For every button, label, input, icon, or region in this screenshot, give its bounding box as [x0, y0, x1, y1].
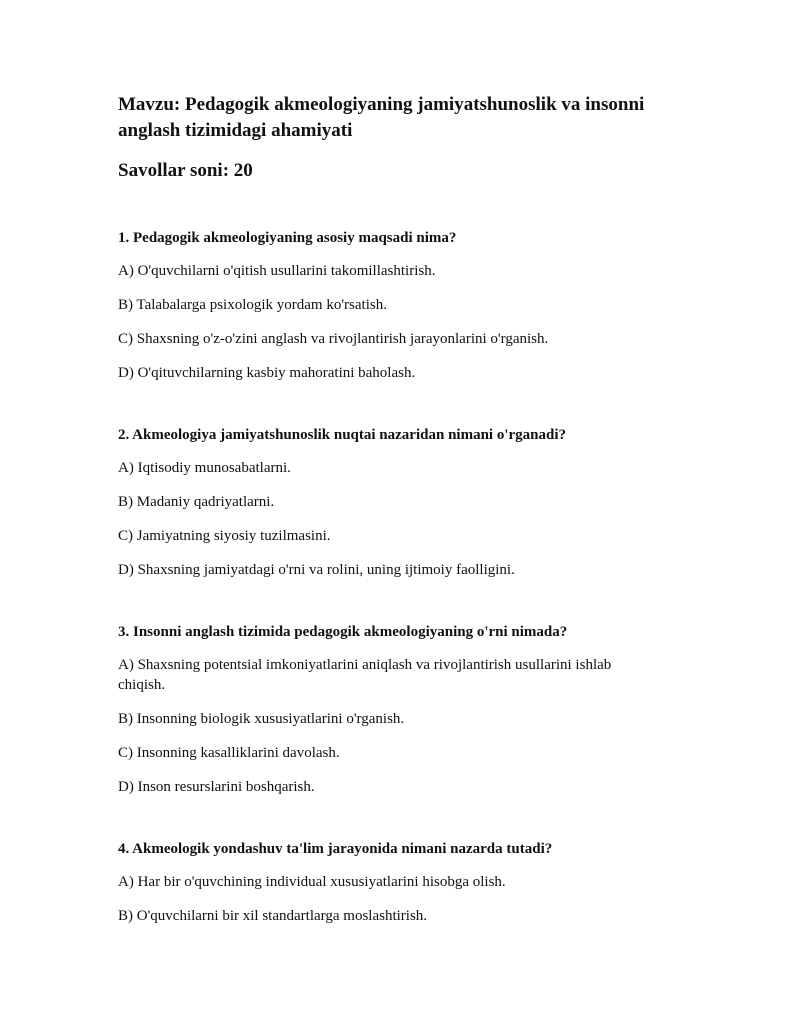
answer-option-c: C) Shaxsning o'z-o'zini anglash va rivojlantirish jarayonlarini o'rganish.: [118, 331, 549, 347]
answer-option-b: B) Talabalarga psixologik yordam ko'rsatish.: [118, 297, 387, 313]
answer-option-d: D) Shaxsning jamiyatdagi o'rni va rolini, uning ijtimoiy faolligini.: [118, 562, 515, 578]
question-4: [118, 839, 678, 926]
answer-option-c: C) Insonning kasalliklarini davolash.: [118, 745, 340, 761]
question-2: [118, 425, 678, 580]
document-page: [118, 92, 678, 940]
answer-option-a: A) O'quvchilarni o'qitish usullarini takomillashtirish.: [118, 263, 436, 279]
answer-option-a: A) Iqtisodiy munosabatlarni.: [118, 460, 291, 476]
question-text: 4. Akmeologik yondashuv ta'lim jarayonida nimani nazarda tutadi?: [118, 841, 553, 857]
question-count: Savollar soni: 20: [118, 160, 253, 181]
answer-option-d: D) O'qituvchilarning kasbiy mahoratini baholash.: [118, 365, 416, 381]
question-text: 3. Insonni anglash tizimida pedagogik akmeologiyaning o'rni nimada?: [118, 624, 568, 640]
answer-option-b: B) O'quvchilarni bir xil standartlarga moslashtirish.: [118, 908, 428, 924]
question-1: [118, 228, 678, 383]
question-text: 1. Pedagogik akmeologiyaning asosiy maqsadi nima?: [118, 230, 457, 246]
page-title: Mavzu: Pedagogik akmeologiyaning jamiyatshunoslik va insonni anglash tizimidagi ahamiyati: [118, 94, 645, 141]
answer-option-a: A) Har bir o'quvchining individual xususiyatlarini hisobga olish.: [118, 874, 506, 890]
question-text: 2. Akmeologiya jamiyatshunoslik nuqtai nazaridan nimani o'rganadi?: [118, 427, 567, 443]
answer-option-b: B) Insonning biologik xususiyatlarini o'rganish.: [118, 711, 405, 727]
answer-option-c: C) Jamiyatning siyosiy tuzilmasini.: [118, 528, 331, 544]
answer-option-d: D) Inson resurslarini boshqarish.: [118, 779, 315, 795]
answer-option-a: A) Shaxsning potentsial imkoniyatlarini aniqlash va rivojlantirish usullarini ishlab chiqish.: [118, 657, 612, 693]
answer-option-b: B) Madaniy qadriyatlarni.: [118, 494, 275, 510]
question-3: [118, 622, 678, 797]
